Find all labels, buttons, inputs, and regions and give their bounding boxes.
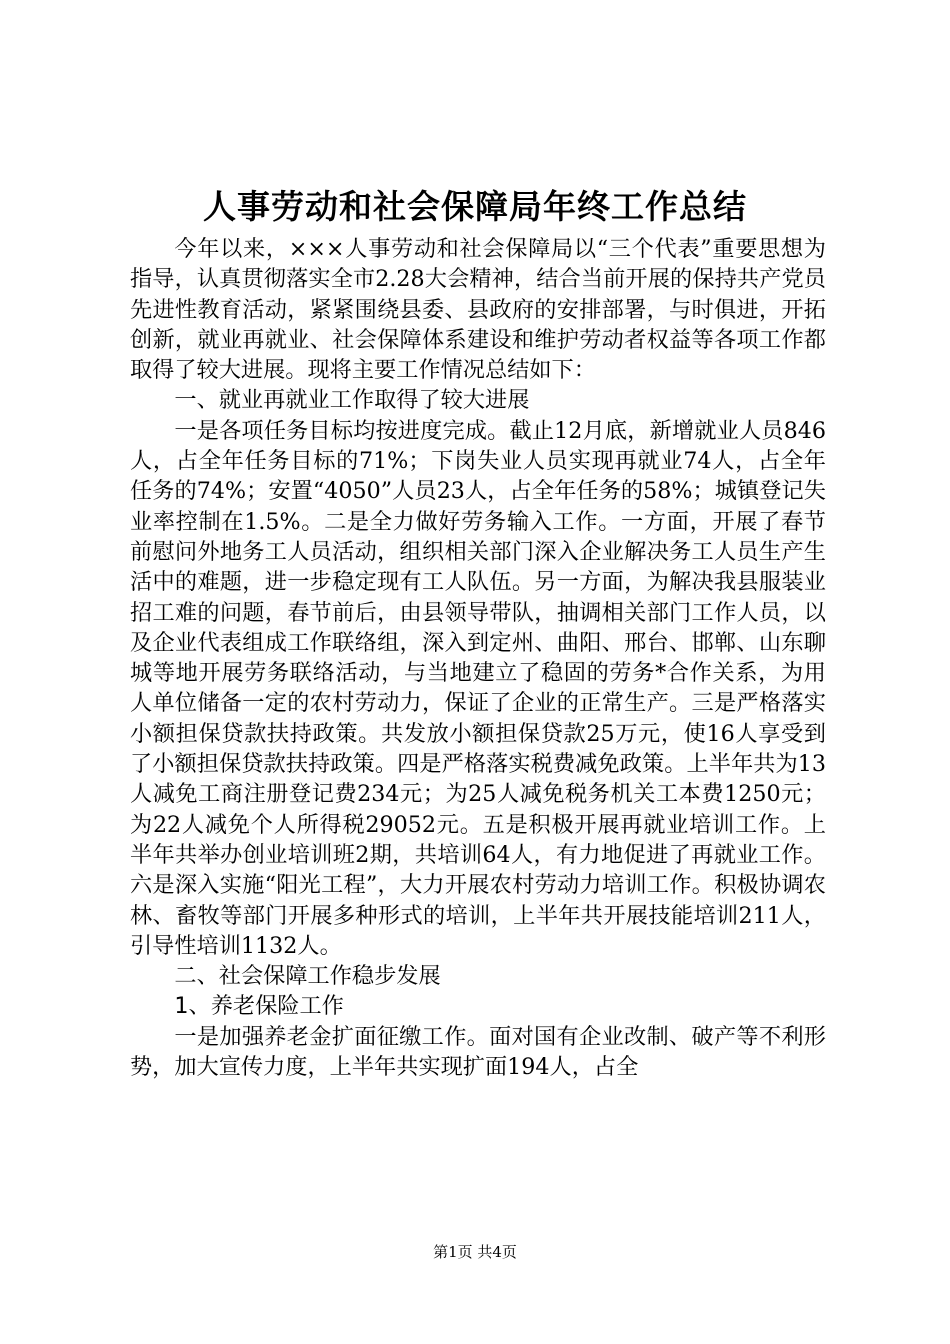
intro-paragraph: 今年以来，×××人事劳动和社会保障局以“三个代表”重要思想为指导，认真贯彻落实全市2.28大会精神，结合当前开展的保持共产党员先进性教育活动，紧紧围绕县委、县政府的安排部署，与时俱进，开拓创新，就业再就业、社会保障体系建设和维护劳动者权益等各项工作都取得了较大进展。现将主要工作情况总结如下： [130, 236, 826, 384]
document-body [130, 234, 826, 1082]
document-title: 人事劳动和社会保障局年终工作总结 [203, 187, 747, 226]
section-1-heading: 一、就业再就业工作取得了较大进展 [174, 387, 530, 414]
section-2-heading: 二、社会保障工作稳步发展 [174, 963, 441, 990]
section-1-paragraph: 一是各项任务目标均按进度完成。截止12月底，新增就业人员846人，占全年任务目标的71%；下岗失业人员实现再就业74人，占全年任务的74%；安置“4050”人员23人，占全年任务的58%；城镇登记失业率控制在1.5%。二是全力做好劳务输入工作。一方面，开展了春节前慰问外地务工人员活动，组织相关部门深入企业解决务工人员生产生活中的难题，进一步稳定现有工人队伍。另一方面，为解决我县服装业招工难的问题，春节前后，由县领导带队，抽调相关部门工作人员，以及企业代表组成工作联络组，深入到定州、曲阳、邢台、邯郸、山东聊城等地开展劳务联络活动，与当地建立了稳固的劳务*合作关系，为用人单位储备一定的农村劳动力，保证了企业的正常生产。三是严格落实小额担保贷款扶持政策。共发放小额担保贷款25万元，使16人享受到了小额担保贷款扶持政策。四是严格落实税费减免政策。上半年共为13人减免工商注册登记费234元；为25人减免税务机关工本费1250元；为22人减免个人所得税29052元。五是积极开展再就业培训工作。上半年共举办创业培训班2期，共培训64人，有力地促进了再就业工作。六是深入实施“阳光工程”，大力开展农村劳动力培训工作。积极协调农林、畜牧等部门开展多种形式的培训，上半年共开展技能培训211人，引导性培训1132人。 [130, 417, 826, 959]
subsection-1-paragraph: 一是加强养老金扩面征缴工作。面对国有企业改制、破产等不利形势，加大宣传力度，上半年共实现扩面194人，占全 [130, 1023, 826, 1081]
subsection-1-heading: 1、养老保险工作 [174, 993, 344, 1020]
page-footer: 第1页 共4页 [433, 1243, 517, 1261]
